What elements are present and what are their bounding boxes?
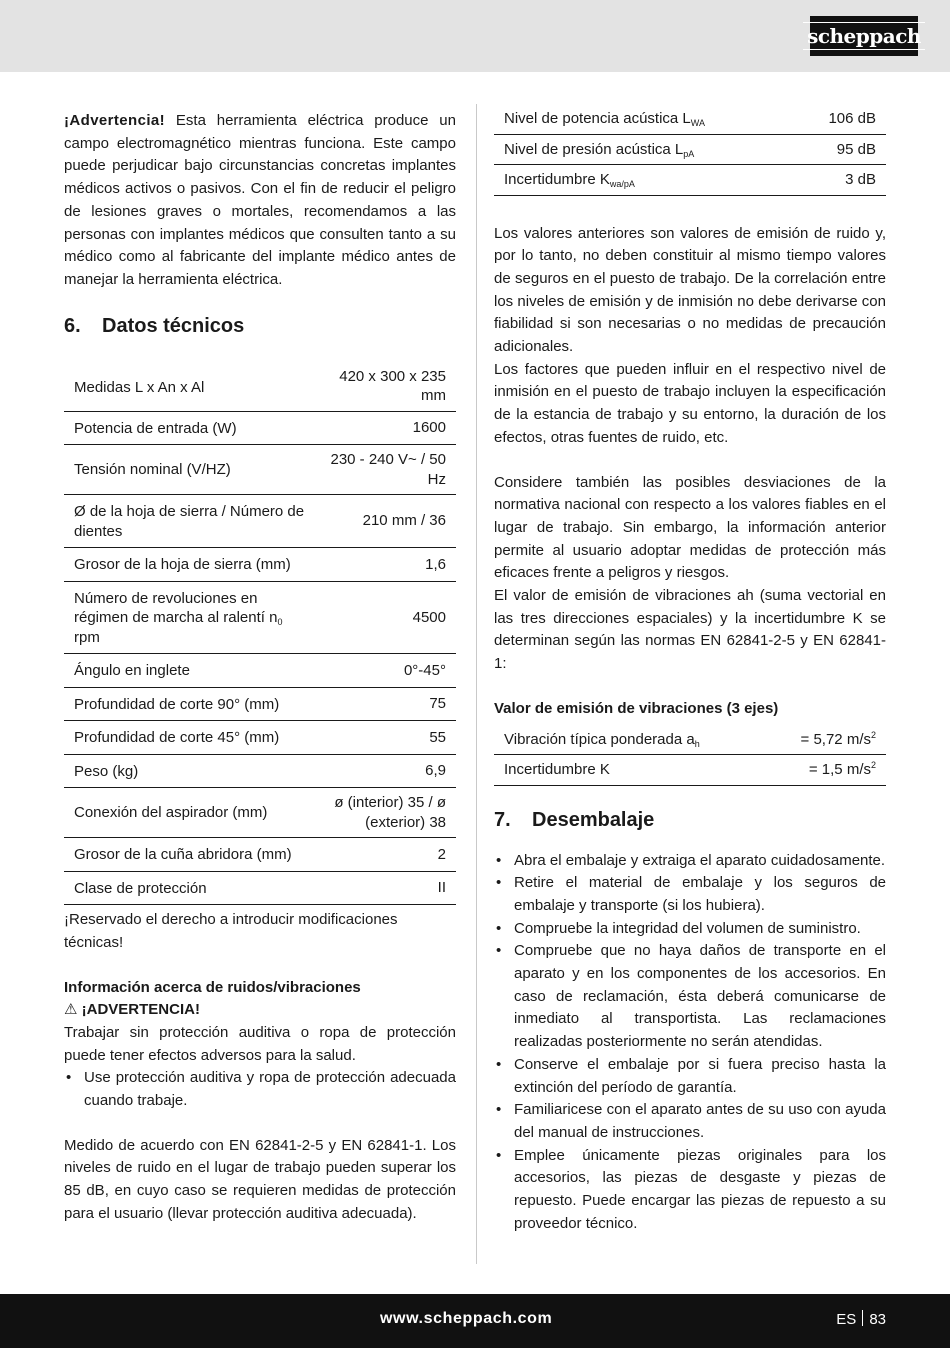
table-row xyxy=(64,411,456,445)
list-item: • Compruebe que no haya daños de transporte en el aparato y en los componentes de los accesorios. En caso de reclamación, ésta deberá comunicarse de inmediato al transportista. Las reclamaciones realizadas posteriormente no serán atendidas. xyxy=(494,940,886,1054)
spec-label-text: Tensión nominal (V/HZ) xyxy=(74,461,231,479)
vibration-value xyxy=(766,725,886,755)
section-number: 7. xyxy=(494,808,511,831)
emf-warning-paragraph xyxy=(64,110,456,292)
table-row xyxy=(64,754,456,788)
scheppach-logo xyxy=(807,16,921,56)
table-row xyxy=(64,495,456,548)
table-row xyxy=(64,362,456,412)
noise-text: Trabajar sin protección auditiva o ropa de protección puede tener efectos adversos para la salud. xyxy=(64,1023,456,1064)
spec-label-text: Ángulo en inglete xyxy=(74,662,190,680)
technical-data-table xyxy=(64,362,456,906)
noise-label-subscript: wa/pA xyxy=(609,179,635,189)
spec-label-text: Peso (kg) xyxy=(74,762,139,780)
spec-label-subscript: 0 xyxy=(277,617,283,628)
section-title: Desembalaje xyxy=(532,808,655,831)
spec-label xyxy=(64,581,318,654)
table-row xyxy=(494,725,886,755)
vibration-label xyxy=(494,725,766,755)
spec-value: 75 xyxy=(318,687,456,721)
noise-values-table xyxy=(494,104,886,196)
section-6-heading xyxy=(64,314,456,338)
table-row xyxy=(64,721,456,755)
spec-label xyxy=(64,788,318,838)
emission-paragraph: Los valores anteriores son valores de emisión de ruido y, por lo tanto, no deben constituir al mismo tiempo valores de seguros en el puesto de trabajo. De la correlación entre los niveles de emisión y de inmisión no debe derivarse con fiabilidad si son necesarias o no medidas de precaución adicionales. xyxy=(494,224,886,356)
vibration-paragraph: El valor de emisión de vibraciones ah (suma vectorial en las tres direcciones espaciales) y la incertidumbre K se determinan según las normas EN 62841-2-5 y EN 62841-1: xyxy=(494,587,886,673)
noise-heading: Información acerca de ruidos/vibraciones xyxy=(64,978,361,996)
spec-label xyxy=(64,495,318,548)
column-divider xyxy=(476,104,477,1264)
table-row xyxy=(64,548,456,582)
spec-label-text: Número de revoluciones en régimen de marcha al ralentí n xyxy=(74,589,278,627)
spec-value: 6,9 xyxy=(318,754,456,788)
noise-label xyxy=(494,134,794,165)
spec-label-text: Medidas L x An x Al xyxy=(74,378,205,396)
list-item: • Emplee únicamente piezas originales para los accesorios, las piezas de desgaste y piezas de repuesto. Puede encargar las piezas de repuesto a su proveedor técnico. xyxy=(494,1145,886,1236)
spec-label xyxy=(64,654,318,688)
vibration-value xyxy=(766,755,886,786)
vibration-heading: Valor de emisión de vibraciones (3 ejes) xyxy=(494,699,779,717)
noise-value: 106 dB xyxy=(794,104,886,134)
vibration-value-superscript: 2 xyxy=(870,760,876,771)
table-row xyxy=(64,871,456,905)
deviations-paragraph: Considere también las posibles desviaciones de la normativa nacional con respecto a los valores fiables en el lugar de trabajo. Sin embargo, la información anterior permite al usuario adoptar medidas de protección más eficaces frente a peligros y riesgos. xyxy=(494,473,886,582)
table-row xyxy=(64,581,456,654)
table-row xyxy=(494,755,886,786)
table-row xyxy=(64,687,456,721)
spec-value: ø (interior) 35 / ø (exterior) 38 xyxy=(318,788,456,838)
reserved-note: ¡Reservado el derecho a introducir modificaciones técnicas! xyxy=(64,911,398,951)
noise-label-subscript: WA xyxy=(690,118,705,128)
spec-label-text: Profundidad de corte 90° (mm) xyxy=(74,695,280,713)
list-item: • Compruebe la integridad del volumen de suministro. xyxy=(494,918,886,941)
noise-label-text: Nivel de potencia acústica L xyxy=(504,110,691,127)
section-title: Datos técnicos xyxy=(102,314,245,337)
brand-name: scheppach xyxy=(803,22,925,50)
vibration-table xyxy=(494,725,886,786)
spec-label-text: Clase de protección xyxy=(74,879,207,897)
noise-label-subscript: pA xyxy=(683,148,695,159)
spec-value: 1600 xyxy=(318,411,456,445)
page-footer xyxy=(0,1294,950,1348)
section-7-heading xyxy=(494,808,886,832)
spec-label-text: Grosor de la cuña abridora (mm) xyxy=(74,846,292,864)
list-item: • Conserve el embalaje por si fuera preciso hasta la extinción del período de garantía. xyxy=(494,1054,886,1099)
vibration-label-text: Vibración típica ponderada a xyxy=(504,730,695,748)
vibration-value-text: = 5,72 m/s xyxy=(800,730,871,748)
spec-value: 4500 xyxy=(318,581,456,654)
spec-value: 2 xyxy=(318,838,456,872)
warning-label: ¡Advertencia! xyxy=(64,112,166,129)
noise-warning xyxy=(64,999,456,1022)
spec-value: II xyxy=(318,871,456,905)
spec-value: 210 mm / 36 xyxy=(318,495,456,548)
noise-label xyxy=(494,104,794,134)
table-row xyxy=(64,838,456,872)
spec-label-text: Grosor de la hoja de sierra (mm) xyxy=(74,556,291,574)
warning-text: Esta herramienta eléctrica produce un campo electromagnético mientras funciona. Este campo puede perjudicar bajo circunstancias concretas implantes médicos activos o pasivos. Con el fin de reducir el peligro de lesiones graves o mortales, recomendamos a las personas con implantes médicos que consulten tanto a su médico como al fabricante del implante médico antes de manejar la herramienta eléctrica. xyxy=(64,112,456,288)
page-header xyxy=(0,0,950,72)
spec-value: 420 x 300 x 235 mm xyxy=(318,362,456,412)
table-row xyxy=(64,445,456,495)
vibration-label-subscript: h xyxy=(694,738,700,749)
spec-label-text: Profundidad de corte 45° (mm) xyxy=(74,729,280,747)
noise-warning-label: ¡ADVERTENCIA! xyxy=(81,1001,200,1019)
spec-label-unit: rpm xyxy=(74,628,100,646)
left-column xyxy=(64,110,456,1226)
page-number: 83 xyxy=(869,1311,886,1328)
warning-triangle-icon: ⚠ xyxy=(64,1001,78,1019)
section-number: 6. xyxy=(64,314,81,337)
noise-value: 95 dB xyxy=(794,134,886,165)
noise-label-text: Incertidumbre K xyxy=(504,171,610,188)
unpacking-list xyxy=(494,850,886,1236)
table-row xyxy=(494,165,886,196)
right-column xyxy=(494,104,886,1236)
page-separator xyxy=(862,1310,863,1326)
spec-value: 55 xyxy=(318,721,456,755)
table-row xyxy=(64,654,456,688)
spec-value: 0°-45° xyxy=(318,654,456,688)
spec-label xyxy=(64,411,318,445)
list-item: • Use protección auditiva y ropa de protección adecuada cuando trabaje. xyxy=(64,1067,456,1112)
language-code: ES xyxy=(836,1311,857,1328)
spec-label xyxy=(64,687,318,721)
spec-label xyxy=(64,721,318,755)
factors-paragraph: Los factores que pueden influir en el respectivo nivel de inmisión en el puesto de trabajo incluyen la especificación de la estancia de trabajo y su entorno, la duración de los efectos, otras fuentes de ruido, etc. xyxy=(494,360,886,446)
spec-label xyxy=(64,362,318,412)
spec-label xyxy=(64,445,318,495)
page-indicator xyxy=(836,1310,886,1328)
spec-value: 230 - 240 V~ / 50 Hz xyxy=(318,445,456,495)
table-row xyxy=(494,134,886,165)
spec-value: 1,6 xyxy=(318,548,456,582)
spec-label-text: Potencia de entrada (W) xyxy=(74,419,237,437)
noise-bullet-list xyxy=(64,1067,456,1112)
list-item: • Familiaricese con el aparato antes de su uso con ayuda del manual de instrucciones. xyxy=(494,1099,886,1144)
list-item: • Abra el embalaje y extraiga el aparato cuidadosamente. xyxy=(494,850,886,873)
vibration-label xyxy=(494,755,766,786)
noise-label xyxy=(494,165,794,196)
vibration-value-superscript: 2 xyxy=(870,729,876,740)
list-item: • Retire el material de embalaje y los seguros de embalaje y transporte (si los hubiera). xyxy=(494,872,886,917)
spec-label xyxy=(64,838,318,872)
vibration-value-text: = 1,5 m/s xyxy=(808,761,871,779)
spec-label xyxy=(64,871,318,905)
table-row xyxy=(64,788,456,838)
noise-label-text: Nivel de presión acústica L xyxy=(504,140,684,158)
website-link[interactable]: www.scheppach.com xyxy=(380,1310,553,1327)
spec-label xyxy=(64,754,318,788)
spec-label xyxy=(64,548,318,582)
noise-value: 3 dB xyxy=(794,165,886,196)
vibration-label-text: Incertidumbre K xyxy=(504,761,610,779)
table-row xyxy=(494,104,886,134)
spec-label-text: Conexión del aspirador (mm) xyxy=(74,804,268,822)
measured-text: Medido de acuerdo con EN 62841-2-5 y EN 62841-1. Los niveles de ruido en el lugar de trabajo pueden superar los 85 dB, en cuyo caso se requieren medidas de protección para el usuario (llevar protección auditiva adecuada). xyxy=(64,1136,456,1222)
spec-label-text: Ø de la hoja de sierra / Número de dientes xyxy=(74,503,305,540)
